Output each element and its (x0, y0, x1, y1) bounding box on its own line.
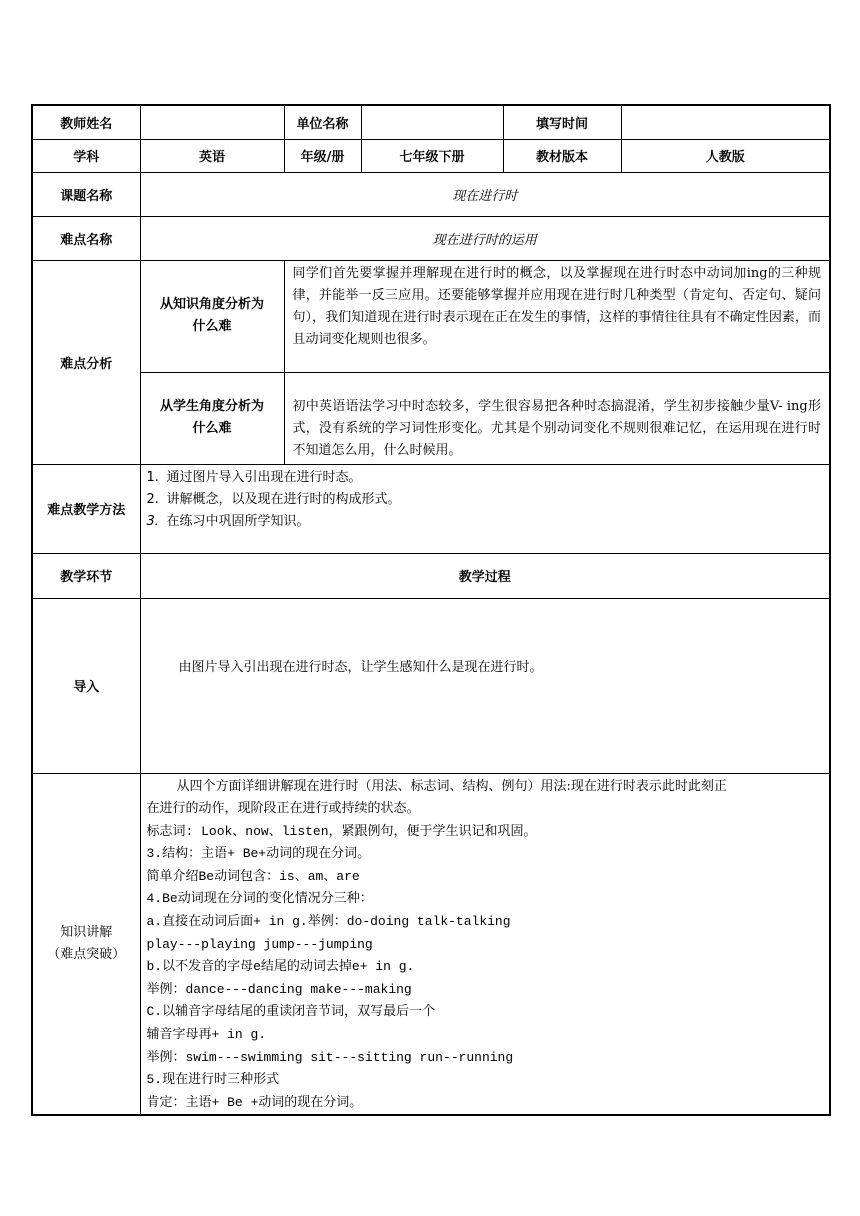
methods-item-number: 2. (146, 491, 159, 507)
grade-label: 年级/册 (284, 139, 361, 172)
knowledge-line: 举例：dance---dancing make---making (146, 981, 412, 997)
edition-value: 人教版 (621, 139, 830, 172)
knowledge-angle-text: 同学们首先要掌握并理解现在进行时的概念，以及掌握现在进行时态中动词加ing的三种规律，并能举一反三应用。还要能够掌握并应用现在进行时几种类型（肯定句、否定句、疑问句），我们知道现在进行时表示现在正在发生的事情，这样的事情往往具有不确定性因素，而且动词变化规则也很多。 (284, 260, 830, 372)
knowledge-stage-label-line2: （难点突破） (47, 946, 126, 962)
methods-item-text: 在练习中巩固所学知识。 (166, 513, 310, 529)
teacher-name-label: 教师姓名 (32, 105, 140, 139)
intro-label: 导入 (32, 598, 140, 773)
topic-row (32, 172, 830, 216)
edition-label: 教材版本 (503, 139, 621, 172)
analysis-knowledge-row (32, 260, 830, 372)
knowledge-line: a.直接在动词后面+ in g.举例：do-doing talk-talking (146, 914, 511, 930)
subject-label: 学科 (32, 139, 140, 172)
analysis-student-row (32, 372, 830, 464)
intro-row (32, 598, 830, 773)
student-angle-text: 初中英语语法学习中时态较多，学生很容易把各种时态搞混淆，学生初步接触少量V- ing形式，没有系统的学习词性形变化。尤其是个别动词变化不规则很难记忆，在运用现在进行时不知道怎么用，什么时候用。 (284, 372, 830, 464)
methods-item-number: 1. (146, 469, 159, 485)
knowledge-line: 简单介绍Be动词包含：is、am、are (146, 868, 360, 884)
methods-item-text: 通过图片导入引出现在进行时态。 (166, 469, 362, 485)
knowledge-line: 标志词: Look、now、listen，紧跟例句，便于学生识记和巩固。 (146, 823, 537, 839)
intro-text: 由图片导入引出现在进行时态，让学生感知什么是现在进行时。 (140, 598, 830, 773)
topic-value: 现在进行时 (140, 172, 830, 216)
topic-label: 课题名称 (32, 172, 140, 216)
methods-item (147, 489, 824, 511)
methods-row (32, 464, 830, 553)
knowledge-line: 4.Be动词现在分词的变化情况分三种： (146, 891, 373, 907)
knowledge-line: 举例：swim---swimming sit---sitting run--running (146, 1049, 514, 1065)
knowledge-row (32, 773, 830, 1115)
teaching-process-header: 教学过程 (140, 553, 830, 598)
knowledge-line: b.以不发音的字母e结尾的动词去掉e+ in g. (146, 959, 415, 975)
knowledge-angle-label-line2: 什么难 (192, 319, 232, 334)
unit-name-label: 单位名称 (284, 105, 361, 139)
subject-value: 英语 (140, 139, 284, 172)
student-angle-label-line2: 什么难 (192, 421, 232, 436)
teaching-stage-header: 教学环节 (32, 553, 140, 598)
knowledge-line: 辅音字母再+ in g. (146, 1027, 267, 1043)
fill-date-label: 填写时间 (503, 105, 621, 139)
fill-date-value[interactable] (621, 105, 830, 139)
methods-item-text: 讲解概念，以及现在进行时的构成形式。 (166, 491, 401, 507)
lesson-plan-table (31, 104, 831, 1116)
unit-name-value[interactable] (361, 105, 503, 139)
knowledge-line: 5.现在进行时三种形式 (146, 1072, 280, 1088)
knowledge-line: 在进行的动作，现阶段正在进行或持续的状态。 (146, 801, 420, 817)
difficulty-label: 难点名称 (32, 216, 140, 260)
methods-item (147, 511, 824, 533)
knowledge-stage-label (32, 773, 140, 1115)
analysis-label: 难点分析 (32, 260, 140, 464)
student-angle-label (140, 372, 284, 464)
info-row-2 (32, 139, 830, 172)
knowledge-angle-label (140, 260, 284, 372)
difficulty-value: 现在进行时的运用 (140, 216, 830, 260)
student-angle-label-line1: 从学生角度分析为 (159, 399, 264, 414)
knowledge-line: 肯定：主语+ Be +动词的现在分词。 (146, 1094, 363, 1110)
grade-value: 七年级下册 (361, 139, 503, 172)
teacher-name-value[interactable] (140, 105, 284, 139)
knowledge-explanation (140, 773, 830, 1115)
methods-item-number: 3. (146, 513, 159, 529)
knowledge-line: 从四个方面详细讲解现在进行时（用法、标志词、结构、例句）用法:现在进行时表示此时此刻正 (176, 778, 727, 794)
difficulty-row (32, 216, 830, 260)
info-row-1 (32, 105, 830, 139)
knowledge-line: C.以辅音字母结尾的重读闭音节词，双写最后一个 (146, 1004, 436, 1020)
knowledge-line: 3.结构：主语+ Be+动词的现在分词。 (146, 846, 371, 862)
knowledge-angle-label-line1: 从知识角度分析为 (159, 297, 264, 312)
knowledge-stage-label-line1: 知识讲解 (60, 924, 113, 940)
methods-list (140, 464, 830, 553)
methods-item (147, 467, 824, 489)
methods-label: 难点教学方法 (32, 464, 140, 553)
knowledge-line: play---playing jump---jumping (146, 936, 373, 952)
process-header-row (32, 553, 830, 598)
